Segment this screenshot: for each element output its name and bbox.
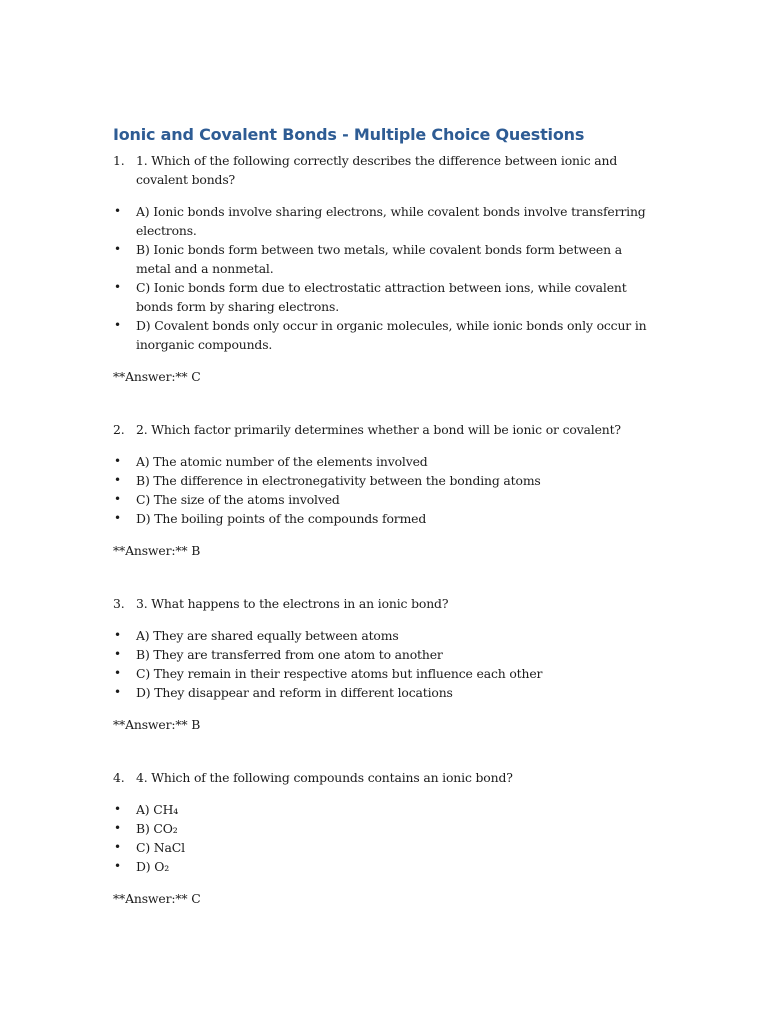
question-text: 1. Which of the following correctly describes the difference between ionic and covalent bonds? xyxy=(136,153,618,187)
question-text: 4. Which of the following compounds contains an ionic bond? xyxy=(136,770,513,785)
question-1 xyxy=(113,151,653,189)
option-c xyxy=(113,278,653,316)
option-text: A) Ionic bonds involve sharing electrons, while covalent bonds involve transferring electrons. xyxy=(136,204,646,238)
document-title: Ionic and Covalent Bonds - Multiple Choice Questions xyxy=(113,125,585,144)
question-text: 3. What happens to the electrons in an ionic bond? xyxy=(136,596,449,611)
option-d xyxy=(113,509,653,528)
option-a xyxy=(113,452,653,471)
options-list xyxy=(113,626,653,702)
option-text: C) The size of the atoms involved xyxy=(136,492,340,507)
bullet-icon: • xyxy=(114,666,121,680)
option-c xyxy=(113,490,653,509)
question-number: 4. xyxy=(113,770,125,785)
option-text: D) Covalent bonds only occur in organic molecules, while ionic bonds only occur in inorganic compounds. xyxy=(136,318,647,352)
option-text: B) The difference in electronegativity between the bonding atoms xyxy=(136,473,541,488)
answer-line: **Answer:** C xyxy=(113,891,201,906)
option-b xyxy=(113,645,653,664)
option-d xyxy=(113,683,653,702)
option-c xyxy=(113,664,653,683)
question-text: 2. Which factor primarily determines whether a bond will be ionic or covalent? xyxy=(136,422,621,437)
option-text: D) The boiling points of the compounds formed xyxy=(136,511,427,526)
option-text: D) They disappear and reform in different locations xyxy=(136,685,453,700)
bullet-icon: • xyxy=(114,280,121,294)
bullet-icon: • xyxy=(114,821,121,835)
option-b xyxy=(113,240,653,278)
options-list xyxy=(113,202,653,354)
option-text: B) CO₂ xyxy=(136,821,178,836)
question-number: 2. xyxy=(113,422,125,437)
question-4 xyxy=(113,768,653,787)
question-3 xyxy=(113,594,653,613)
document-page xyxy=(113,124,653,908)
option-d xyxy=(113,857,653,876)
option-text: C) They remain in their respective atoms but influence each other xyxy=(136,666,543,681)
options-list xyxy=(113,452,653,528)
option-text: A) They are shared equally between atoms xyxy=(136,628,399,643)
option-d xyxy=(113,316,653,354)
question-number: 1. xyxy=(113,153,125,168)
option-text: C) Ionic bonds form due to electrostatic attraction between ions, while covalent bonds form by sharing electrons. xyxy=(136,280,627,314)
bullet-icon: • xyxy=(114,628,121,642)
question-block-3 xyxy=(113,594,653,734)
bullet-icon: • xyxy=(114,318,121,332)
bullet-icon: • xyxy=(114,802,121,816)
bullet-icon: • xyxy=(114,859,121,873)
bullet-icon: • xyxy=(114,204,121,218)
options-list xyxy=(113,800,653,876)
bullet-icon: • xyxy=(114,647,121,661)
option-a xyxy=(113,800,653,819)
answer-line: **Answer:** B xyxy=(113,543,201,558)
option-text: B) They are transferred from one atom to another xyxy=(136,647,443,662)
option-text: B) Ionic bonds form between two metals, while covalent bonds form between a metal and a nonmetal. xyxy=(136,242,622,276)
option-text: C) NaCl xyxy=(136,840,185,855)
option-a xyxy=(113,202,653,240)
answer-line: **Answer:** B xyxy=(113,717,201,732)
question-2 xyxy=(113,420,653,439)
question-block-4 xyxy=(113,768,653,908)
bullet-icon: • xyxy=(114,454,121,468)
question-block-2 xyxy=(113,420,653,560)
question-number: 3. xyxy=(113,596,125,611)
bullet-icon: • xyxy=(114,242,121,256)
option-text: D) O₂ xyxy=(136,859,170,874)
option-c xyxy=(113,838,653,857)
option-b xyxy=(113,819,653,838)
option-text: A) CH₄ xyxy=(136,802,179,817)
option-b xyxy=(113,471,653,490)
question-block-1 xyxy=(113,151,653,386)
bullet-icon: • xyxy=(114,511,121,525)
bullet-icon: • xyxy=(114,473,121,487)
answer-line: **Answer:** C xyxy=(113,369,201,384)
option-text: A) The atomic number of the elements involved xyxy=(136,454,428,469)
option-a xyxy=(113,626,653,645)
bullet-icon: • xyxy=(114,492,121,506)
bullet-icon: • xyxy=(114,840,121,854)
bullet-icon: • xyxy=(114,685,121,699)
